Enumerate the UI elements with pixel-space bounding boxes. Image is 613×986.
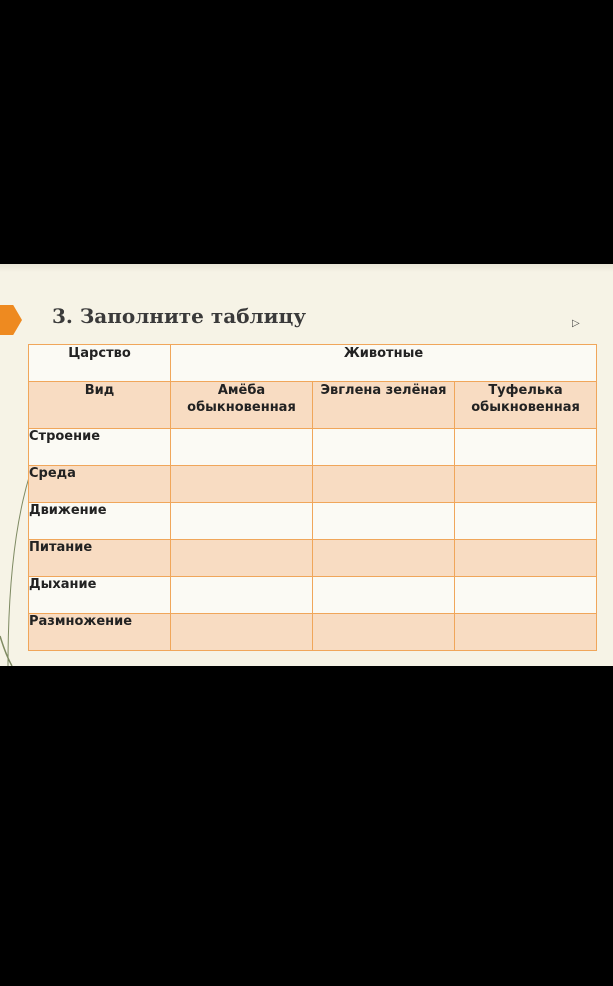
answer-cell[interactable] [455,614,597,651]
answer-cell[interactable] [455,577,597,614]
answer-cell[interactable] [313,577,455,614]
table-row [29,614,597,651]
row-label-respiration: Дыхание [29,577,171,614]
answer-cell[interactable] [313,466,455,503]
slide-top-band [0,264,613,272]
kingdom-value: Животные [171,345,597,382]
fill-in-table [28,344,597,651]
answer-cell[interactable] [171,503,313,540]
table-row [29,466,597,503]
species-label: Вид [29,382,171,429]
row-label-habitat: Среда [29,466,171,503]
answer-cell[interactable] [313,540,455,577]
answer-cell[interactable] [455,429,597,466]
answer-cell[interactable] [455,540,597,577]
answer-cell[interactable] [171,577,313,614]
answer-cell[interactable] [171,466,313,503]
table-row-species [29,382,597,429]
mouse-cursor-icon: ▷ [572,318,580,329]
kingdom-label: Царство [29,345,171,382]
species-header-euglena: Эвглена зелёная [313,382,455,429]
row-label-movement: Движение [29,503,171,540]
table-row [29,540,597,577]
slide [0,264,613,666]
table-row [29,429,597,466]
row-label-reproduction: Размножение [29,614,171,651]
answer-cell[interactable] [171,614,313,651]
answer-cell[interactable] [313,429,455,466]
answer-cell[interactable] [313,614,455,651]
answer-cell[interactable] [455,503,597,540]
table-row [29,577,597,614]
answer-cell[interactable] [313,503,455,540]
slide-title: 3. Заполните таблицу [52,304,307,328]
species-header-ameba: Амёба обыкновенная [171,382,313,429]
table-row-kingdom [29,345,597,382]
table-row [29,503,597,540]
answer-cell[interactable] [455,466,597,503]
species-header-paramecium: Туфелька обыкновенная [455,382,597,429]
row-label-structure: Строение [29,429,171,466]
answer-cell[interactable] [171,540,313,577]
answer-cell[interactable] [171,429,313,466]
row-label-nutrition: Питание [29,540,171,577]
